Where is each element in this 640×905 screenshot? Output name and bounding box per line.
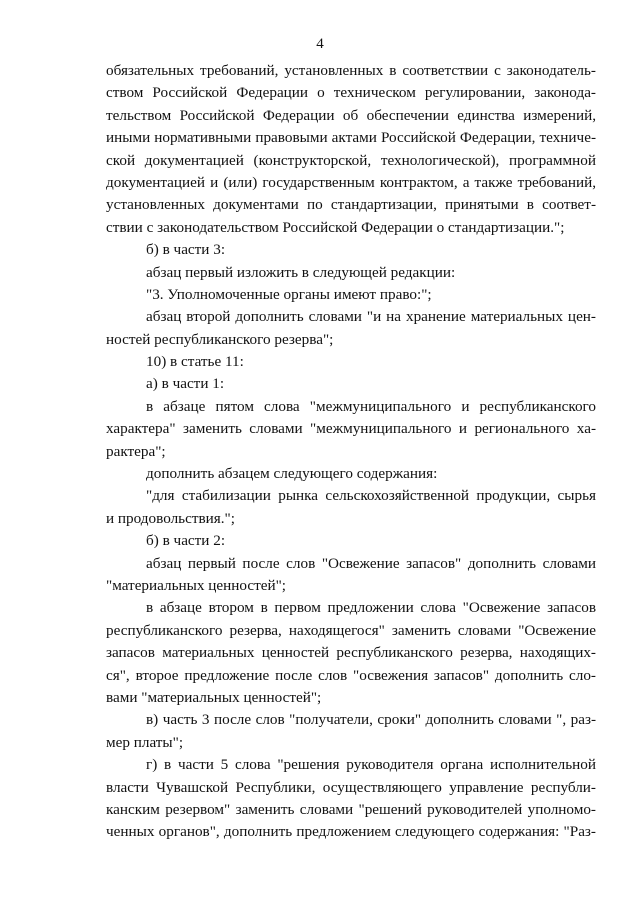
text-line: г) в части 5 слова "решения руководителя органа исполнительной — [146, 756, 596, 774]
text-line: тельством Российской Федерации об обеспечении единства измерений, — [106, 106, 596, 124]
page-number: 4 — [316, 36, 324, 52]
text-line: абзац первый после слов "Освежение запасов" дополнить словами — [146, 554, 596, 572]
text-line: в абзаце втором в первом предложении слова "Освежение запасов — [146, 599, 596, 617]
text-line: "для стабилизации рынка сельскохозяйственной продукции, сырья — [146, 487, 596, 505]
text-line: мер платы"; — [106, 733, 184, 751]
text-line: абзац второй дополнить словами "и на хранение материальных цен- — [146, 308, 596, 326]
text-line: б) в части 2: — [146, 532, 226, 550]
text-line: ствии с законодательством Российской Федерации о стандартизации."; — [106, 218, 565, 236]
document-body — [106, 60, 596, 844]
text-line: республиканского резерва, находящегося" заменить словами "Освежение — [106, 621, 596, 639]
text-line: ностей республиканского резерва"; — [106, 330, 334, 348]
text-line: 10) в статье 11: — [146, 353, 244, 371]
text-line: ченных органов", дополнить предложением следующего содержания: "Раз- — [106, 823, 596, 841]
text-line: канским резервом" заменить словами "решений руководителей уполномо- — [106, 800, 596, 818]
text-line: а) в части 1: — [146, 375, 225, 393]
text-line: ской документацией (конструкторской, технологической), программной — [106, 151, 596, 169]
text-line: установленных документами по стандартизации, принятыми в соответ- — [106, 196, 596, 214]
text-line: документацией и (или) государственным контрактом, а также требований, — [106, 173, 596, 191]
text-line: дополнить абзацем следующего содержания: — [146, 465, 438, 483]
text-line: запасов материальных ценностей республиканского резерва, находящих- — [106, 644, 596, 662]
text-line: иными нормативными правовыми актами Российской Федерации, техниче- — [106, 129, 596, 147]
text-line: и продовольствия."; — [106, 509, 235, 527]
text-line: власти Чувашской Республики, осуществляющего управление республи- — [106, 778, 596, 796]
text-line: обязательных требований, установленных в соответствии с законодатель- — [106, 62, 596, 79]
text-line: характера" заменить словами "межмуниципального и регионального ха- — [106, 420, 596, 438]
text-line: абзац первый изложить в следующей редакции: — [146, 263, 456, 281]
text-line: "материальных ценностей"; — [106, 576, 287, 594]
text-line: б) в части 3: — [146, 241, 226, 259]
text-line: в абзаце пятом слова "межмуниципального и республиканского — [146, 397, 596, 415]
text-line: в) часть 3 после слов "получатели, сроки" дополнить словами ", раз- — [146, 711, 596, 729]
text-line: ся", второе предложение после слов "освежения запасов" дополнить сло- — [106, 666, 596, 684]
text-line: "3. Уполномоченные органы имеют право:"; — [146, 285, 432, 303]
text-line: ством Российской Федерации о техническом регулировании, законода- — [106, 84, 596, 102]
text-line: вами "материальных ценностей"; — [106, 688, 322, 706]
text-line: рактера"; — [106, 442, 166, 460]
